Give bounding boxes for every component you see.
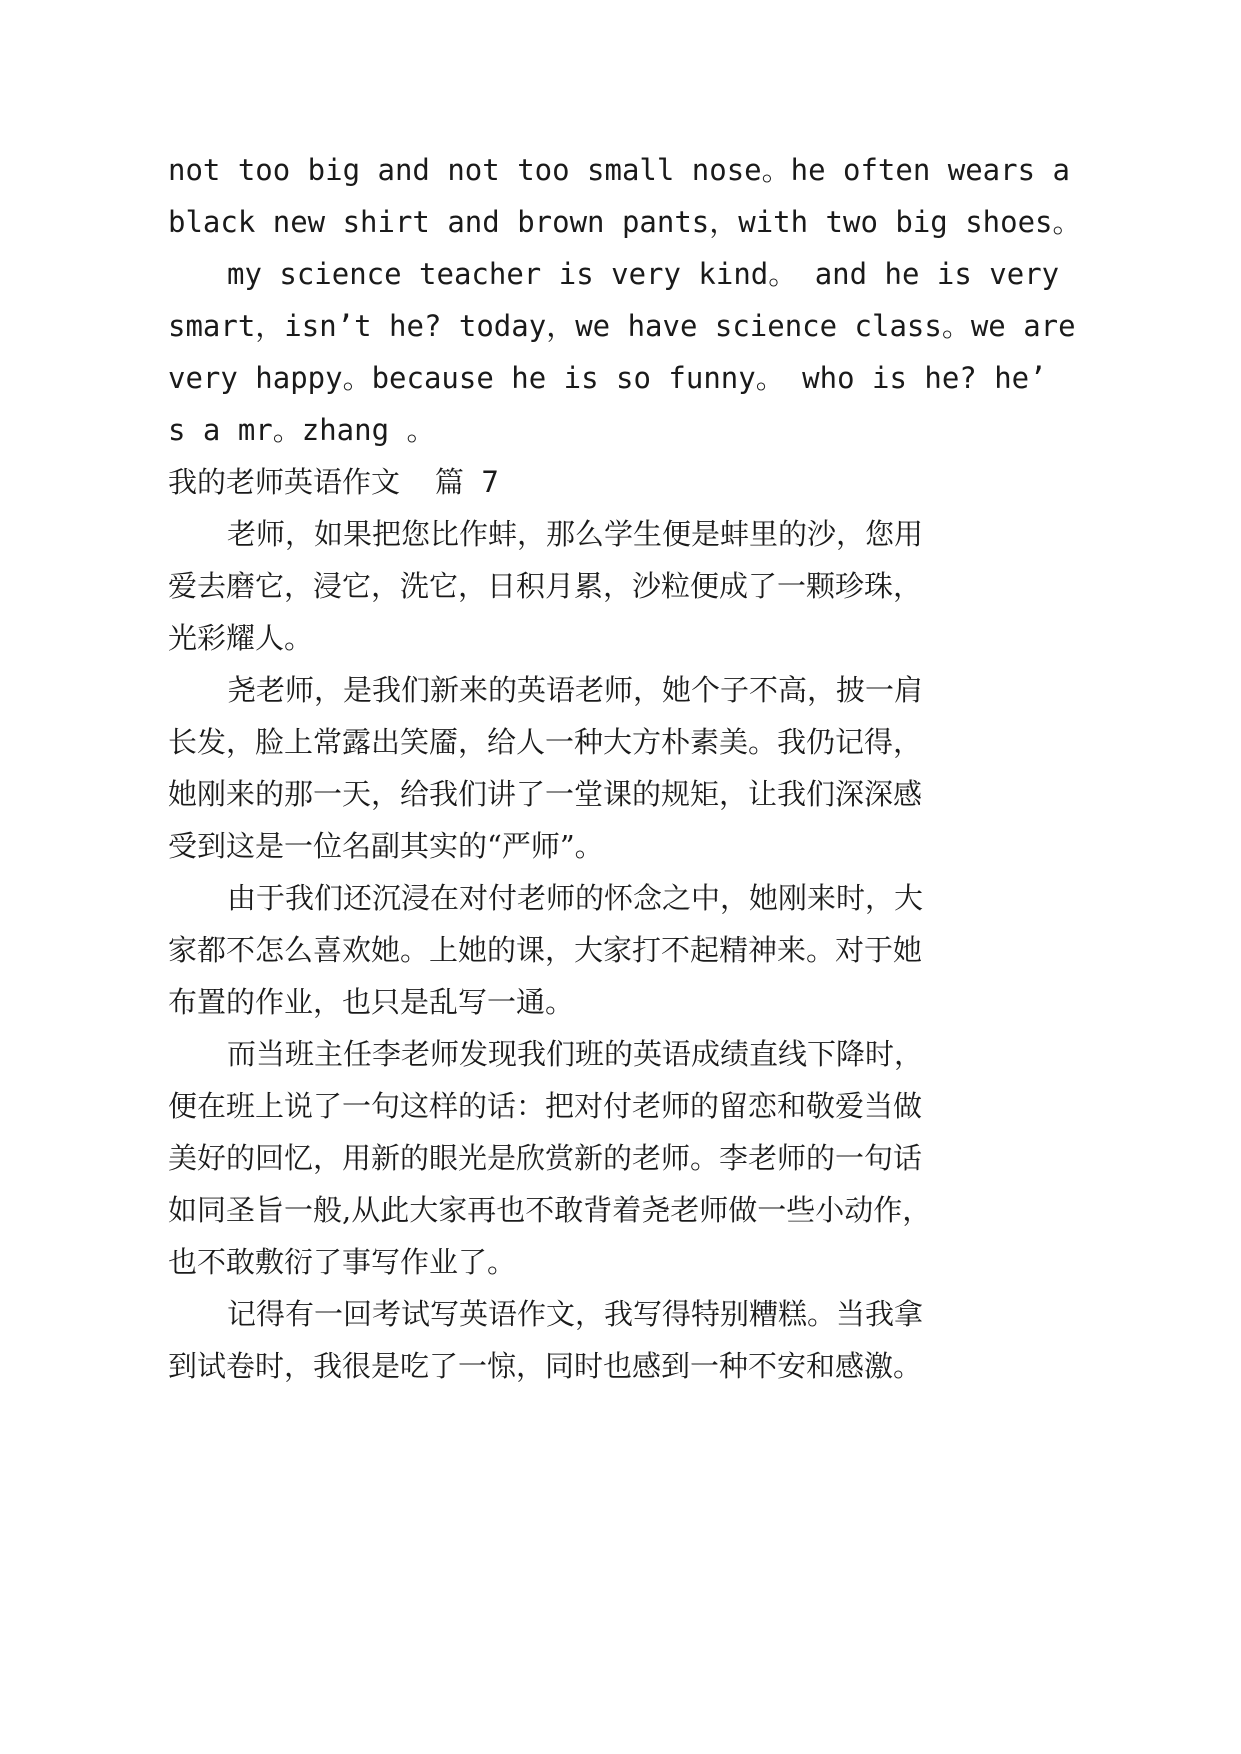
paragraph-line: 便在班上说了一句这样的话：把对付老师的留恋和敬爱当做 bbox=[168, 1089, 923, 1123]
paragraph-line: not too big and not too small nose。he often wears a bbox=[168, 153, 1070, 187]
paragraph-line: 到试卷时，我很是吃了一惊，同时也感到一种不安和感激。 bbox=[168, 1349, 923, 1383]
paragraph-line: 记得有一回考试写英语作文，我写得特别糟糕。当我拿 bbox=[227, 1297, 924, 1331]
paragraph-line: black new shirt and brown pants，with two big shoes。 bbox=[168, 205, 1082, 239]
paragraph-line: 她刚来的那一天，给我们讲了一堂课的规矩，让我们深深感 bbox=[168, 777, 923, 811]
section-title: 我的老师英语作文 篇 7 bbox=[168, 465, 499, 499]
paragraph-line: 尧老师，是我们新来的英语老师，她个子不高，披一肩 bbox=[227, 673, 924, 707]
paragraph-line: 受到这是一位名副其实的“严师”。 bbox=[168, 829, 604, 863]
paragraph-line: 也不敢敷衍了事写作业了。 bbox=[168, 1245, 517, 1279]
paragraph-line: 老师，如果把您比作蚌，那么学生便是蚌里的沙，您用 bbox=[227, 517, 924, 551]
paragraph-line: 爱去磨它，浸它，洗它，日积月累，沙粒便成了一颗珍珠， bbox=[168, 569, 923, 603]
paragraph-line: 光彩耀人。 bbox=[168, 621, 314, 655]
paragraph-line: 美好的回忆，用新的眼光是欣赏新的老师。李老师的一句话 bbox=[168, 1141, 923, 1175]
paragraph-line: 如同圣旨一般,从此大家再也不敢背着尧老师做一些小动作， bbox=[168, 1193, 932, 1227]
paragraph-line: 家都不怎么喜欢她。上她的课，大家打不起精神来。对于她 bbox=[168, 933, 923, 967]
paragraph-line: 由于我们还沉浸在对付老师的怀念之中，她刚来时，大 bbox=[227, 881, 924, 915]
paragraph-line: 布置的作业，也只是乱写一通。 bbox=[168, 985, 575, 1019]
paragraph-line: 而当班主任李老师发现我们班的英语成绩直线下降时， bbox=[227, 1037, 924, 1071]
paragraph-line: s a mr。zhang 。 bbox=[168, 413, 436, 447]
paragraph-line: very happy。because he is so funny。 who is he? he’ bbox=[168, 361, 1047, 395]
paragraph-line: smart，isn’t he? today，we have science class。we are bbox=[168, 309, 1076, 343]
paragraph-line: my science teacher is very kind。 and he is very bbox=[227, 257, 1060, 291]
paragraph-line: 长发，脸上常露出笑靥，给人一种大方朴素美。我仍记得， bbox=[168, 725, 923, 759]
